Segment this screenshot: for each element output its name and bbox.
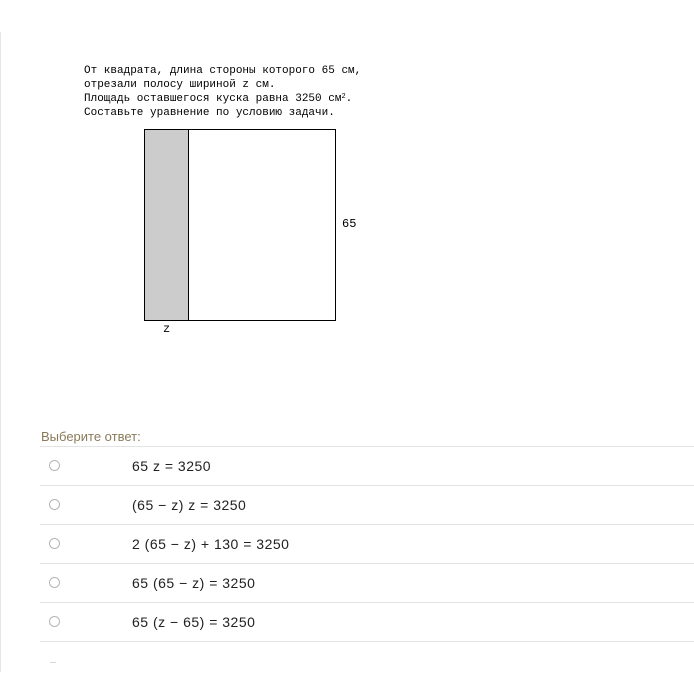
answer-text: 2 (65 − z) + 130 = 3250 (132, 536, 290, 552)
answer-text: 65 (65 − z) = 3250 (132, 575, 256, 591)
problem-line-4: Составьте уравнение по условию задачи. (84, 107, 335, 119)
radio-button[interactable] (49, 538, 60, 549)
left-divider (0, 32, 1, 672)
answer-option-4[interactable] (40, 563, 694, 602)
answer-option-2[interactable] (40, 485, 694, 524)
answer-option-3[interactable] (40, 524, 694, 563)
radio-button[interactable] (49, 577, 60, 588)
strip-width-label: z (163, 322, 171, 336)
answer-prompt: Выберите ответ: (41, 429, 141, 444)
problem-line-3: Площадь оставшегося куска равна 3250 см (84, 93, 342, 105)
side-length-label: 65 (342, 217, 357, 231)
answer-list (40, 446, 694, 642)
area-superscript: 2 (341, 93, 346, 101)
answer-text: (65 − z) z = 3250 (132, 497, 247, 513)
area-suffix: . (345, 93, 353, 105)
answer-text: 65 (z − 65) = 3250 (132, 614, 256, 630)
divider-mark (50, 662, 56, 663)
radio-button[interactable] (49, 616, 60, 627)
problem-line-1: От квадрата, длина стороны которого 65 см, (84, 65, 362, 77)
radio-button[interactable] (49, 460, 60, 471)
square-figure (144, 129, 336, 321)
answer-text: 65 z = 3250 (132, 458, 212, 474)
problem-line-2: отрезали полосу шириной z см. (84, 79, 276, 91)
cut-strip (145, 130, 189, 320)
answer-option-5[interactable] (40, 602, 694, 642)
answer-option-1[interactable] (40, 446, 694, 485)
problem-statement (84, 64, 361, 120)
radio-button[interactable] (49, 499, 60, 510)
